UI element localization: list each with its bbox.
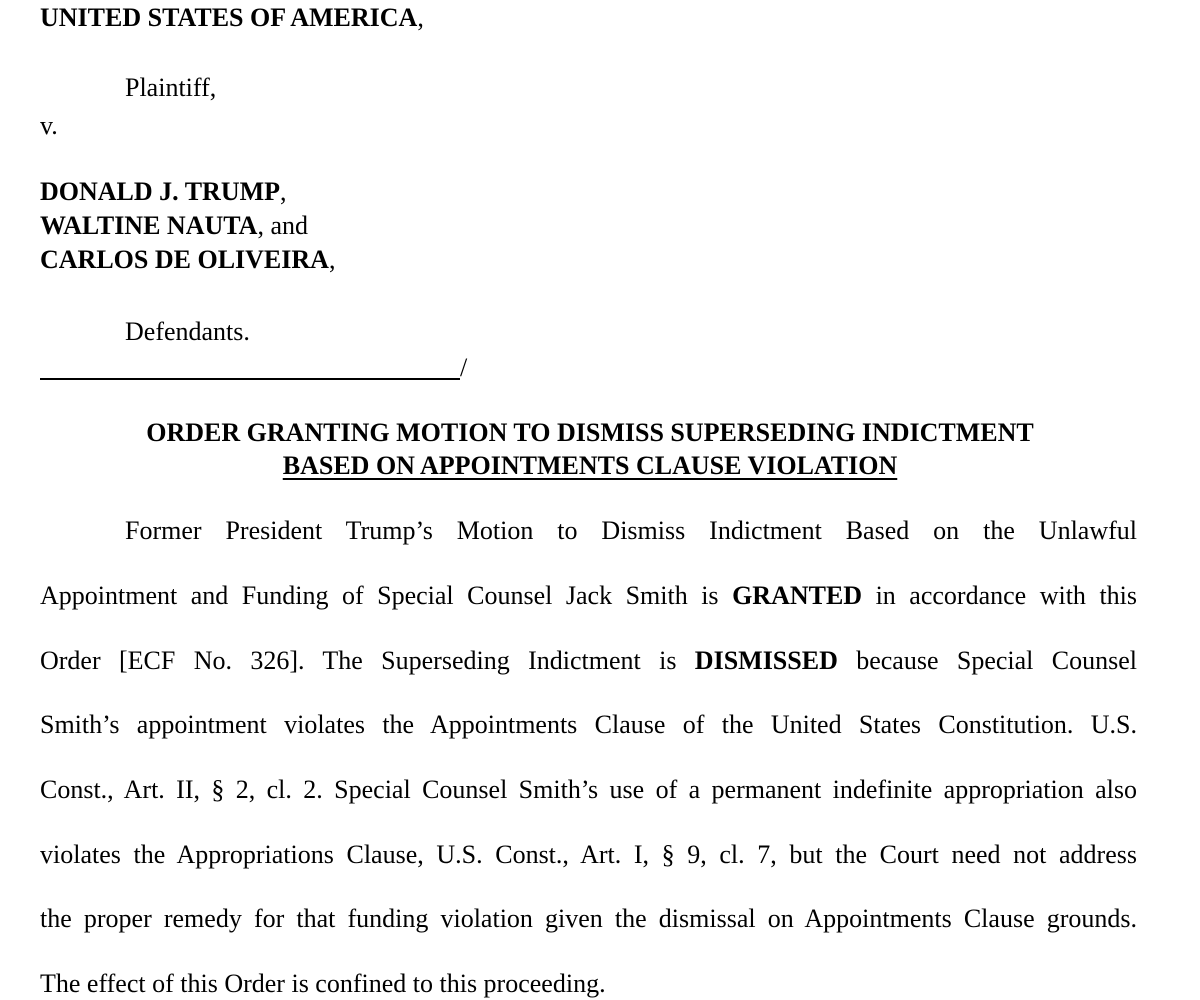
body-line-6: violates the Appropriations Clause, U.S. Const., Art. I, § 9, cl. 7, but the Court need not address (40, 840, 1137, 869)
body-line-2 (40, 580, 1137, 612)
caption-rule (40, 378, 460, 380)
order-title-line-2-text: BASED ON APPOINTMENTS CLAUSE VIOLATION (282, 451, 898, 480)
order-title-line-2 (0, 450, 1180, 482)
body-line-5: Const., Art. II, § 2, cl. 2. Special Counsel Smith’s use of a permanent indefinite appropriation also (40, 775, 1137, 804)
granted-text: GRANTED (732, 581, 863, 610)
dismissed-text: DISMISSED (694, 646, 838, 675)
plaintiff-role: Plaintiff, (125, 73, 217, 102)
body-line-7: the proper remedy for that funding violation given the dismissal on Appointments Clause grounds. (40, 904, 1137, 933)
body-line-1: Former President Trump’s Motion to Dismiss Indictment Based on the Unlawful (125, 516, 1137, 545)
order-title-line-1: ORDER GRANTING MOTION TO DISMISS SUPERSEDING INDICTMENT (146, 418, 1034, 447)
defendant-name: DONALD J. TRUMP (40, 177, 281, 206)
body-line-8: The effect of this Order is confined to this proceeding. (40, 969, 606, 998)
versus-label: v. (40, 111, 58, 140)
body-line-4: Smith’s appointment violates the Appointments Clause of the United States Constitution. U.S. (40, 710, 1137, 739)
caption-slash: / (460, 353, 468, 382)
defendant-line (40, 244, 335, 276)
body-text: Appointment and Funding of Special Counsel Jack Smith is (40, 581, 733, 610)
body-text: because Special Counsel (837, 646, 1137, 675)
defendant-role: Defendants. (125, 317, 250, 346)
defendant-name: WALTINE NAUTA (40, 211, 258, 240)
defendant-name: CARLOS DE OLIVEIRA (40, 245, 329, 274)
defendant-suffix: , (328, 245, 336, 274)
body-line-3 (40, 645, 1137, 677)
defendant-line (40, 210, 308, 242)
body-text: in accordance with this (862, 581, 1138, 610)
plaintiff-name-suffix: , (417, 3, 424, 32)
defendant-line (40, 176, 287, 208)
defendant-suffix: , (280, 177, 287, 206)
plaintiff-line (40, 2, 424, 34)
body-text: Order [ECF No. 326]. The Superseding Indictment is (40, 646, 695, 675)
plaintiff-name: UNITED STATES OF AMERICA (40, 3, 418, 32)
defendant-suffix: , and (257, 211, 308, 240)
